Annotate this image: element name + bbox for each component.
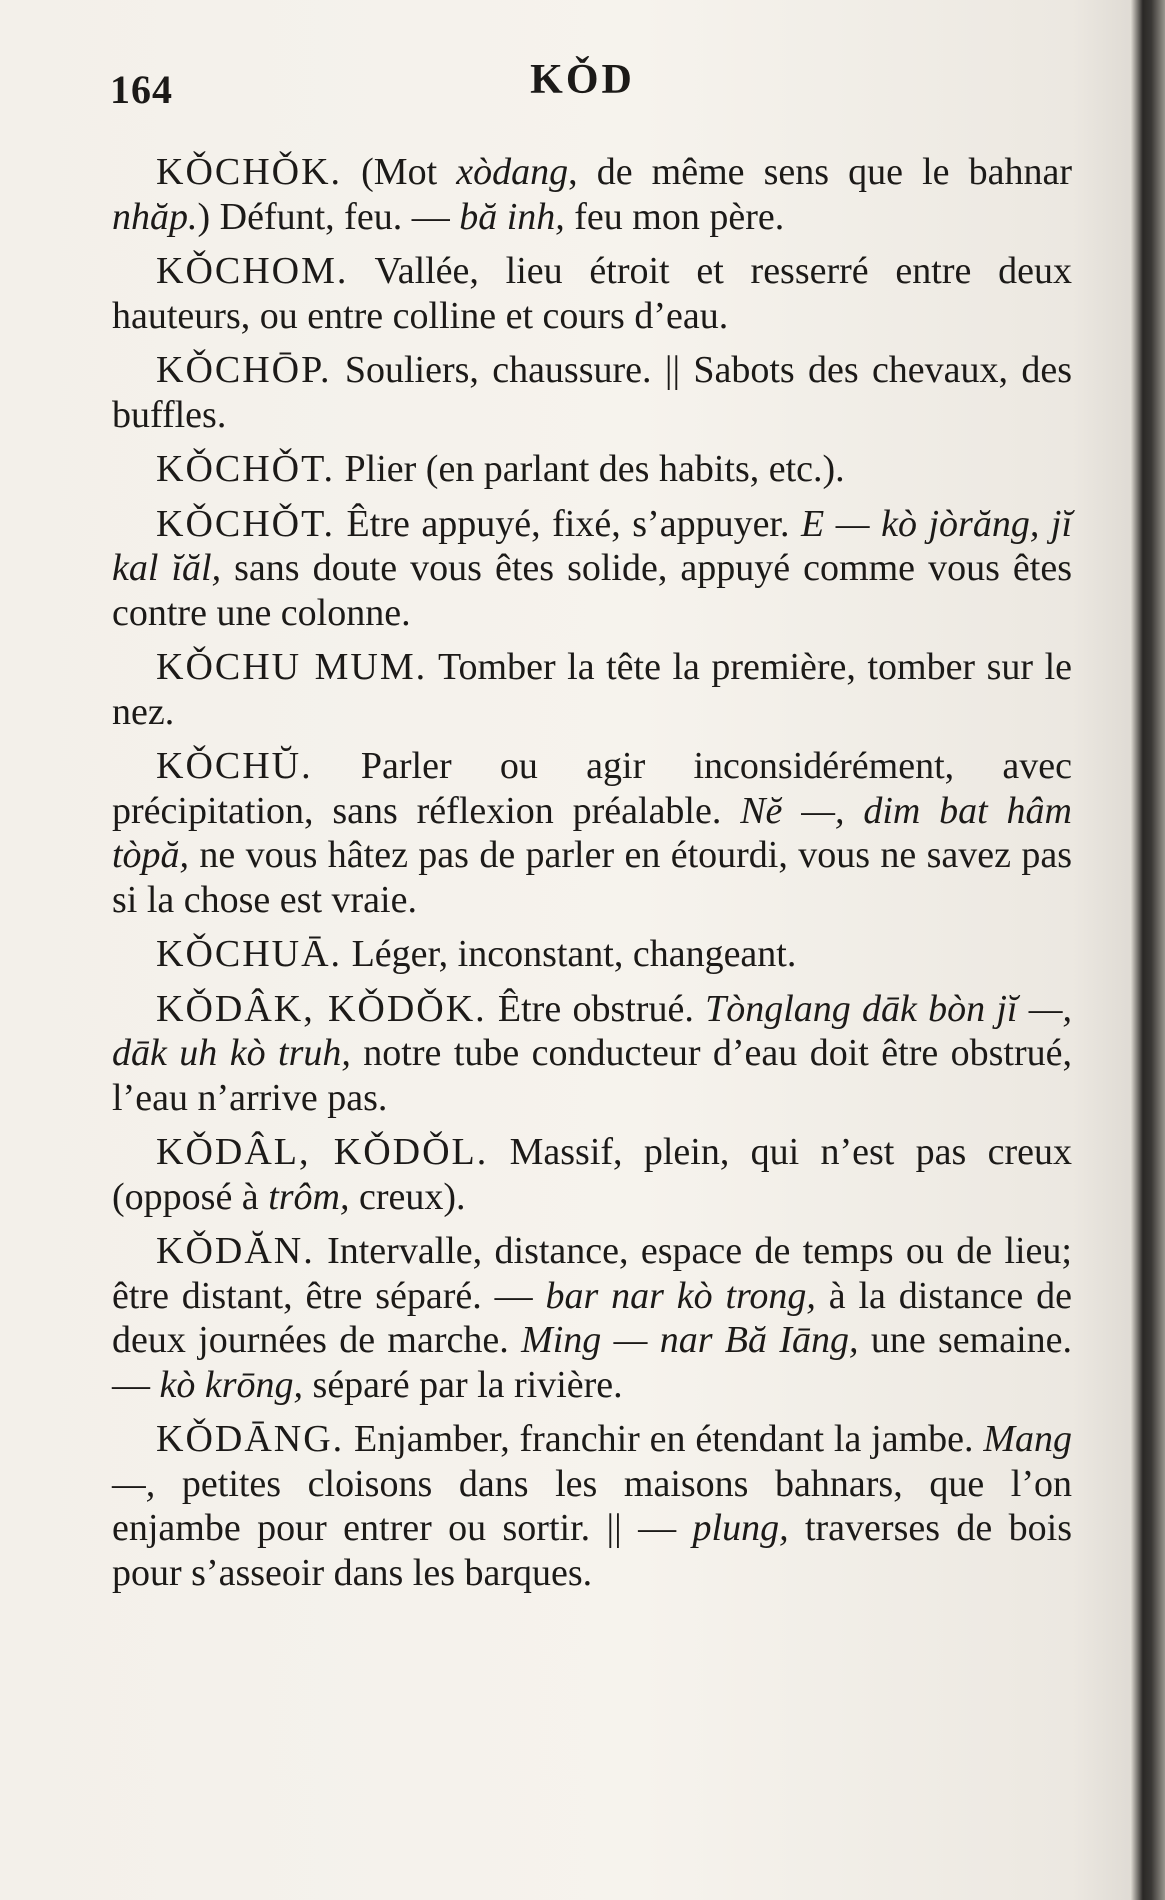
entry-headword: KǑCHǑT. — [156, 502, 336, 545]
entry — [112, 1417, 1072, 1595]
entry-text: creux). — [349, 1175, 466, 1218]
entry-italic: Mang —, — [112, 1418, 1072, 1505]
entry-text: notre tube conducteur d’eau doit être obstrué, l’eau n’arrive pas. — [112, 1032, 1073, 1119]
entry-text: Plier (en parlant des habits, etc.). — [335, 448, 845, 490]
entry-text: séparé par la rivière. — [303, 1363, 623, 1406]
entry-italic: Ming — nar Bă Iāng, — [521, 1319, 859, 1361]
entry-italic: kò krōng, — [159, 1363, 304, 1406]
entry-text: Massif, plein, qui n’est pas creux (opposé à — [112, 1131, 1073, 1218]
entry-text: une semaine. — — [112, 1319, 1073, 1406]
entry — [112, 502, 1072, 636]
entry-text: (Mot — [342, 151, 457, 193]
entry-italic: trôm, — [268, 1175, 350, 1218]
entry — [112, 447, 1072, 492]
entry — [112, 249, 1072, 338]
entry — [112, 932, 1072, 977]
entry-italic: xòdang — [456, 151, 569, 193]
entry-text: Tomber la tête la première, tomber sur le nez. — [112, 646, 1072, 733]
entry-headword: KǑCHU MUM. — [156, 646, 428, 688]
entry — [112, 1229, 1072, 1407]
entry-italic: E — kò jòrăng, jĭ kal ĭăl, — [112, 502, 1072, 589]
page-edge-shadow — [1131, 0, 1165, 1900]
entry-text: Souliers, chaussure. || Sabots des chevaux, des buffles. — [112, 349, 1072, 436]
entry-text: Vallée, lieu étroit et resserré entre deux hauteurs, ou entre colline et cours d’eau. — [112, 250, 1072, 337]
entry-text: ne vous hâtez pas de parler en étourdi, vous ne savez pas si la chose est vraie. — [112, 834, 1072, 921]
entry-italic: Nĕ —, dim bat hâm tòpă, — [112, 789, 1072, 876]
entry-text: , de même sens que le bahnar — [568, 151, 1072, 193]
entry — [112, 348, 1072, 437]
dictionary-body — [112, 150, 1072, 1605]
entry-italic: Tònglang dāk bòn jĭ —, dāk uh kò truh, — [112, 987, 1072, 1074]
entry — [112, 645, 1072, 734]
entry-headword: KǑDÂK, KǑDǑK. — [156, 987, 487, 1030]
entry-headword: KǑCHǑK. — [156, 151, 343, 193]
entry-text: traverses de bois pour s’asseoir dans les barques. — [112, 1507, 1072, 1594]
entry-headword: KǑCHŌP. — [156, 349, 332, 391]
entry-headword: KǑDÂL, KǑDǑL. — [156, 1131, 489, 1173]
entry-italic: bă inh, — [459, 195, 565, 238]
entry-text: Parler ou agir inconsidérément, avec précipitation, sans réflexion préalable. — [112, 745, 1072, 832]
entry-headword: KǑDĀNG. — [156, 1418, 345, 1460]
entry-text: à la distance de deux journées de marche. — [112, 1274, 1072, 1361]
entry-text: Être obstrué. — [486, 987, 706, 1030]
entry-headword: KǑDĂN. — [156, 1230, 315, 1272]
entry — [112, 150, 1072, 239]
entry — [112, 987, 1072, 1121]
entry-headword: KǑCHŬ. — [156, 745, 313, 787]
entry-text: ) Défunt, feu. — — [197, 195, 460, 238]
entry-text: Être appuyé, fixé, s’appuyer. — [335, 502, 802, 545]
entry — [112, 744, 1072, 922]
entry — [112, 1130, 1072, 1219]
entry-headword: KǑCHǑT. — [156, 448, 336, 490]
entry-text: Intervalle, distance, espace de temps ou de lieu; être distant, être séparé. — — [112, 1230, 1072, 1317]
entry-italic: nhăp. — [112, 195, 198, 238]
entry-text: Enjamber, franchir en étendant la jambe. — [344, 1418, 984, 1460]
entry-text: Léger, inconstant, changeant. — [342, 933, 797, 975]
entry-text: sans doute vous êtes solide, appuyé comme vous êtes contre une colonne. — [112, 547, 1072, 634]
running-head: KǑD — [530, 57, 635, 103]
entry-text: feu mon père. — [564, 195, 785, 238]
entry-text: petites cloisons dans les maisons bahnars, que l’on enjambe pour entrer ou sortir. || — — [112, 1462, 1072, 1549]
entry-italic: plung, — [692, 1507, 789, 1549]
entry-headword: KǑCHUĀ. — [156, 933, 343, 975]
entry-headword: KǑCHOM. — [156, 250, 349, 292]
entry-italic: bar nar kò trong, — [545, 1274, 816, 1317]
page-number: 164 — [110, 67, 173, 112]
